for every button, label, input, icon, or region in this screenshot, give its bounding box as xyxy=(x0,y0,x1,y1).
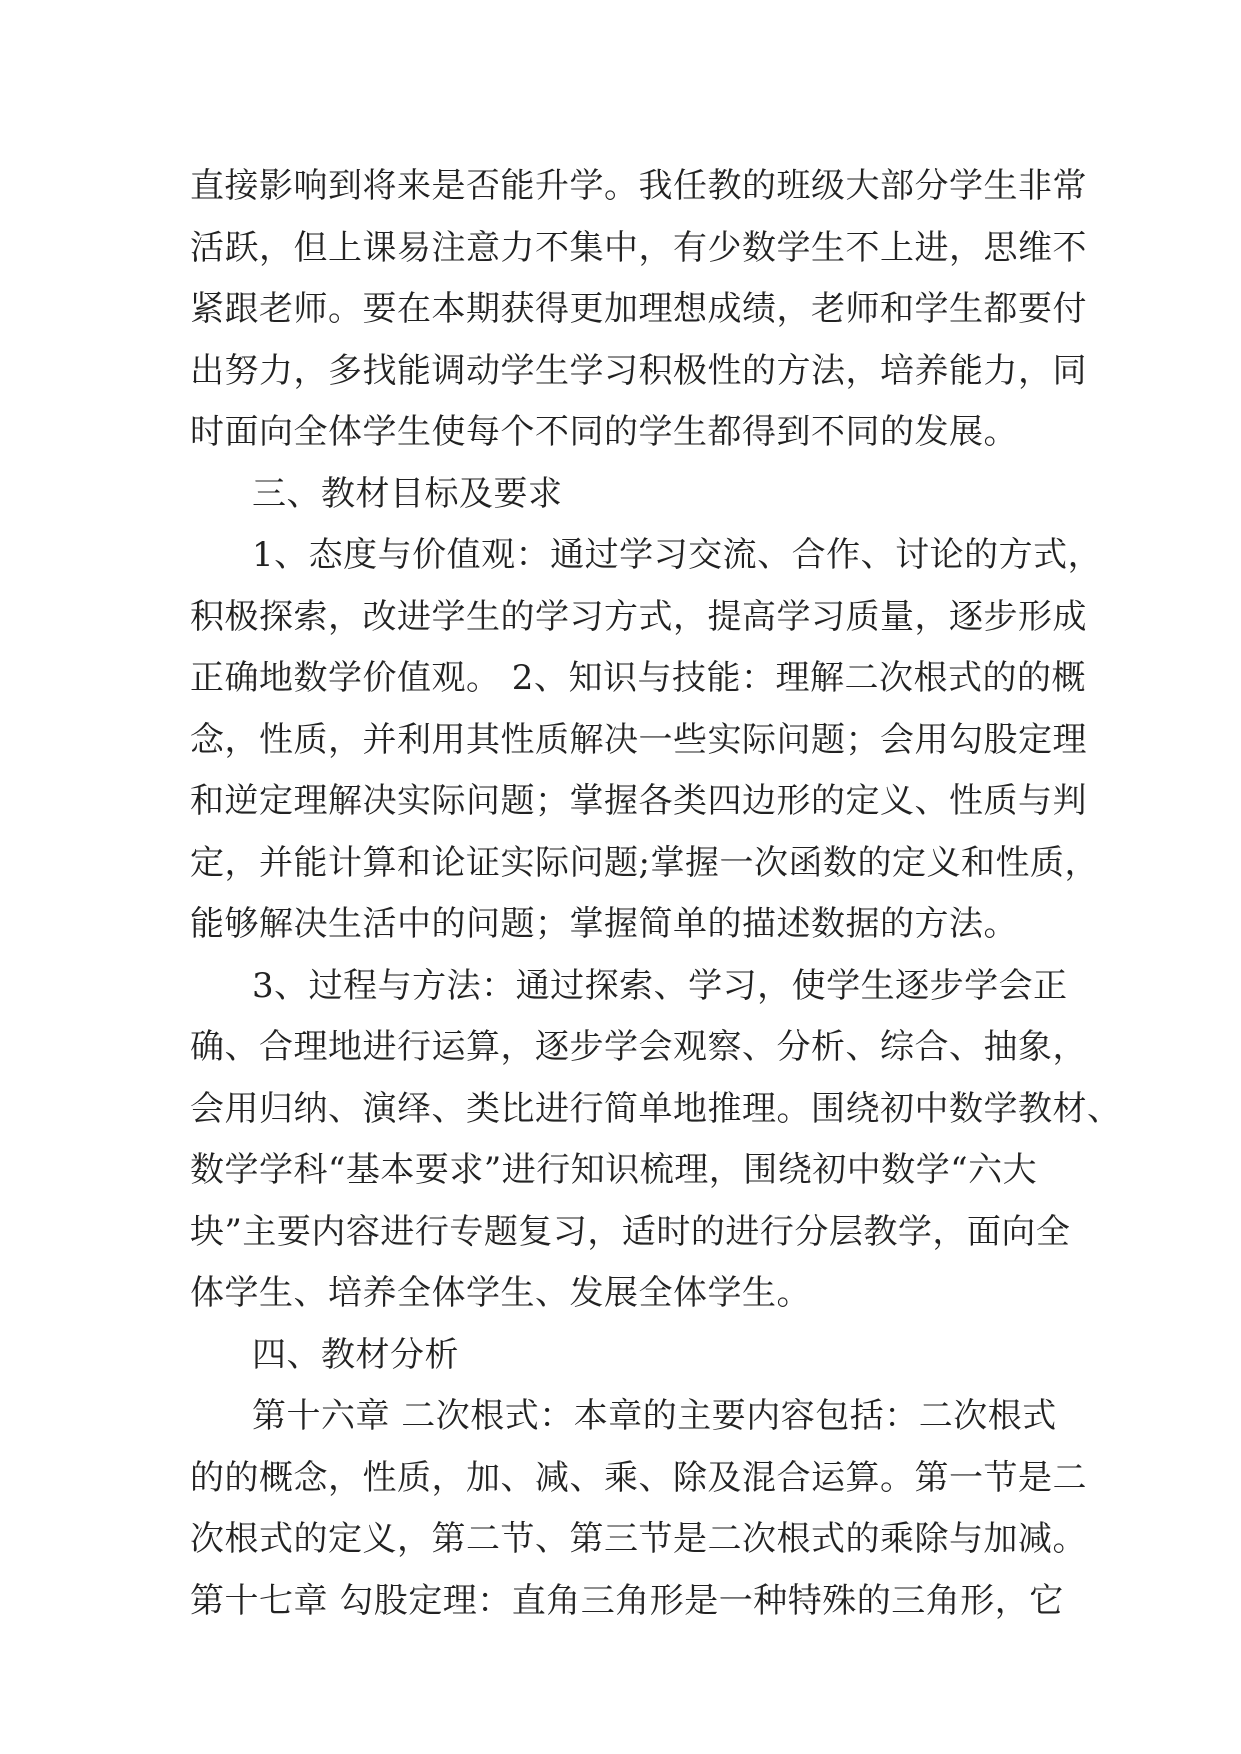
text-line: 直接影响到将来是否能升学。我任教的班级大部分学生非常 xyxy=(190,166,1087,206)
paragraph-start: 1、态度与价值观：通过学习交流、合作、讨论的方式， xyxy=(252,535,1103,575)
text-line: 体学生、培养全体学生、发展全体学生。 xyxy=(190,1273,811,1313)
paragraph-start: 3、过程与方法：通过探索、学习，使学生逐步学会正 xyxy=(252,965,1068,1006)
paragraph-start: 第十六章 二次根式：本章的主要内容包括：二次根式 xyxy=(252,1396,1057,1436)
text-line: 块”主要内容进行专题复习，适时的进行分层教学，面向全 xyxy=(190,1211,1071,1252)
text-line: 次根式的定义，第二节、第三节是二次根式的乘除与加减。 xyxy=(190,1519,1087,1559)
text-line: 第十七章 勾股定理：直角三角形是一种特殊的三角形，它 xyxy=(190,1580,1064,1621)
text-line: 的的概念，性质，加、减、乘、除及混合运算。第一节是二 xyxy=(190,1457,1087,1498)
text-line: 出努力，多找能调动学生学习积极性的方法，培养能力，同 xyxy=(190,350,1087,391)
body-text xyxy=(190,156,1122,1632)
text-line: 活跃，但上课易注意力不集中，有少数学生不上进，思维不 xyxy=(190,227,1087,268)
section-heading: 三、教材目标及要求 xyxy=(252,473,563,514)
text-line: 紧跟老师。要在本期获得更加理想成绩，老师和学生都要付 xyxy=(190,289,1087,329)
text-line: 正确地数学价值观。 2、知识与技能：理解二次根式的的概 xyxy=(190,658,1086,698)
section-heading: 四、教材分析 xyxy=(252,1334,459,1375)
text-line: 会用归纳、演绎、类比进行简单地推理。围绕初中数学教材、 xyxy=(190,1088,1122,1129)
text-line: 时面向全体学生使每个不同的学生都得到不同的发展。 xyxy=(190,412,1018,452)
text-line: 积极探索，改进学生的学习方式，提高学习质量，逐步形成 xyxy=(190,596,1087,637)
text-line: 数学学科“基本要求”进行知识梳理，围绕初中数学“六大 xyxy=(190,1150,1038,1190)
text-line: 确、合理地进行运算，逐步学会观察、分析、综合、抽象， xyxy=(190,1027,1087,1067)
text-line: 能够解决生活中的问题；掌握简单的描述数据的方法。 xyxy=(190,904,1018,944)
text-line: 定，并能计算和论证实际问题;掌握一次函数的定义和性质， xyxy=(190,842,1099,883)
text-line: 念，性质，并利用其性质解决一些实际问题；会用勾股定理 xyxy=(190,719,1087,760)
text-line: 和逆定理解决实际问题；掌握各类四边形的定义、性质与判 xyxy=(190,781,1087,821)
